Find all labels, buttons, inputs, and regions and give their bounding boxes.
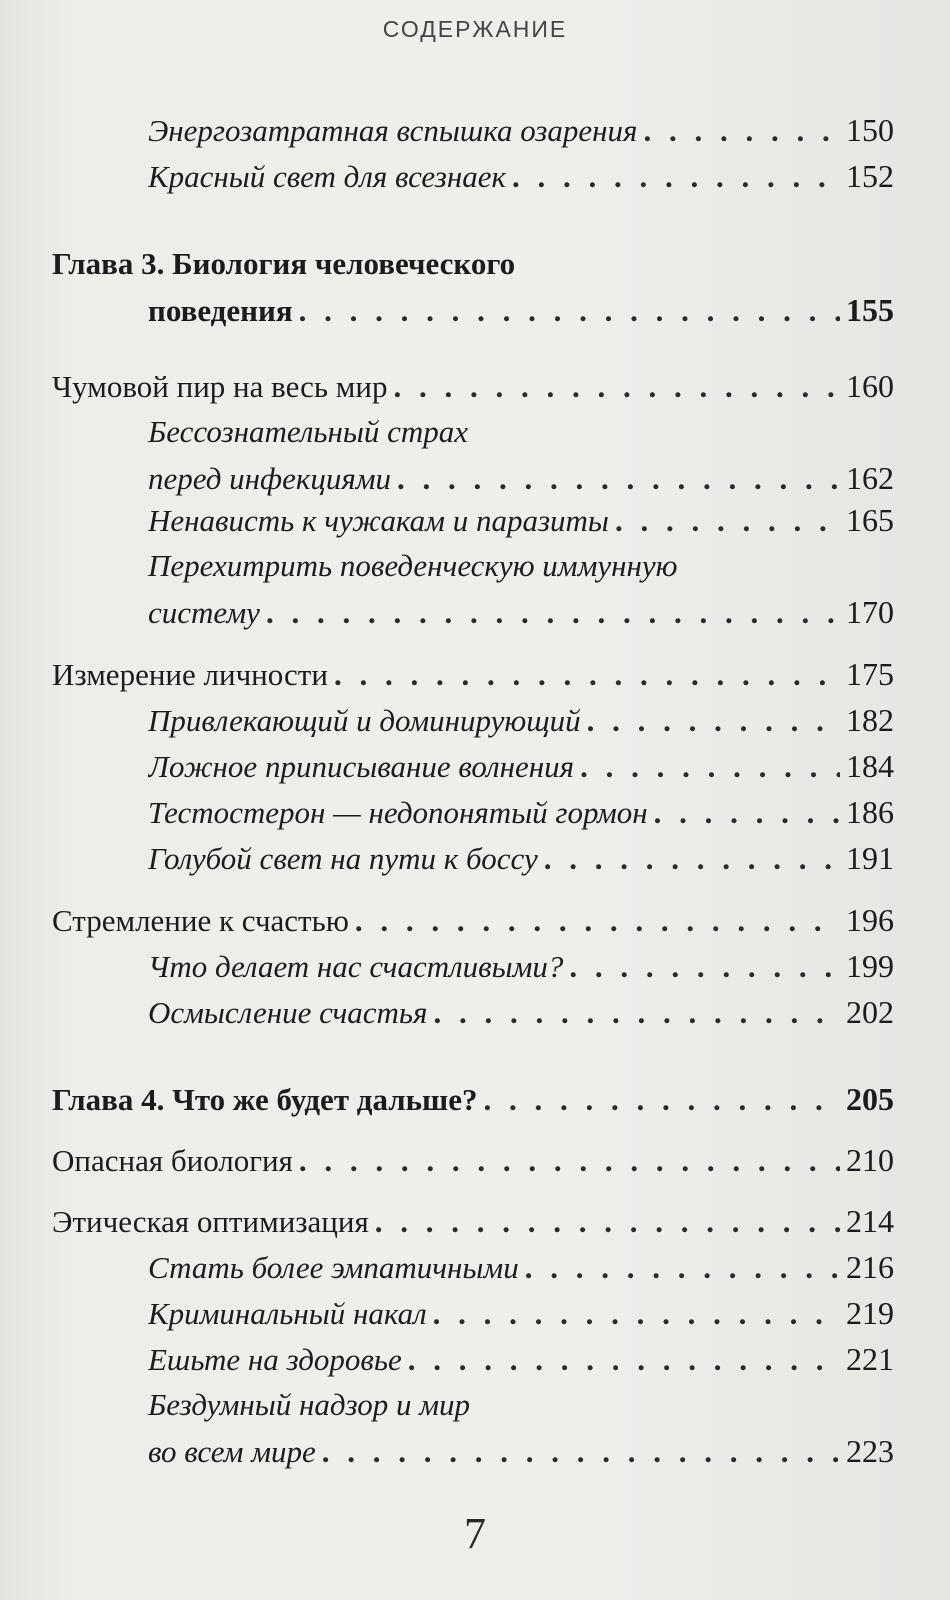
toc-entry-line <box>148 746 894 786</box>
toc-entry-title: Криминальный накал <box>148 1296 427 1331</box>
toc-entry-line <box>148 1247 894 1287</box>
toc-entry-sub <box>0 1247 950 1293</box>
toc-entry-line <box>148 290 894 330</box>
dot-leader <box>483 1080 840 1119</box>
toc-entry-page: 175 <box>846 656 894 692</box>
dot-leader <box>433 1294 840 1333</box>
toc-entry-title: Чумовой пир на весь мир <box>52 369 388 404</box>
dot-leader <box>569 947 840 986</box>
toc-entry-title-line: Бездумный надзор и мир <box>148 1387 471 1422</box>
toc-entry-line <box>148 1339 894 1379</box>
toc-entry-title: Энергозатратная вспышка озарения <box>148 113 638 148</box>
toc-entry-page: 196 <box>846 902 894 938</box>
toc-entry-title: поведения <box>148 293 293 328</box>
toc-entry-title: Опасная биология <box>52 1143 293 1178</box>
toc-entry-title-line: Бессознательный страх <box>148 414 468 449</box>
toc-entry-title: Тестостерон — недопонятый гормон <box>148 795 648 830</box>
toc-entry-line <box>52 1201 894 1241</box>
toc-entry-title: Что делает нас счастливыми? <box>148 949 564 984</box>
toc-entry-line <box>52 1079 894 1119</box>
dot-leader <box>299 291 840 330</box>
toc-entry-page: 221 <box>846 1341 894 1377</box>
toc-entry-line <box>148 458 894 498</box>
toc-entry-title: Глава 4. Что же будет дальше? <box>52 1082 478 1117</box>
toc-entry-section <box>0 900 950 946</box>
toc-entry-title: Голубой свет на пути к боссу <box>148 841 538 876</box>
toc-entry-line <box>52 366 894 406</box>
toc-entry-title: Красный свет для всезнаек <box>148 159 507 194</box>
dot-leader <box>322 1432 840 1471</box>
toc-entry-sub <box>0 1293 950 1339</box>
toc-entry-chapter <box>0 244 950 336</box>
dot-leader <box>643 111 840 150</box>
dot-leader <box>397 459 840 498</box>
toc-entry-title-line: Глава 3. Биология человеческого <box>52 246 516 281</box>
toc-entry-sub <box>0 746 950 792</box>
toc-entry-page: 165 <box>846 502 894 538</box>
toc-entry-page: 223 <box>846 1433 894 1469</box>
toc-entry-sub <box>0 946 950 992</box>
toc-entry-sub <box>0 1385 950 1477</box>
toc-entry-title: Этическая оптимизация <box>52 1204 369 1239</box>
toc-entry-page: 184 <box>846 748 894 784</box>
toc-entry-section <box>0 1201 950 1247</box>
toc-entry-section <box>0 1140 950 1186</box>
toc-entry-page: 216 <box>846 1249 894 1285</box>
toc-entry-title: Стать более эмпатичными <box>148 1250 519 1285</box>
toc-entry-sub <box>0 700 950 746</box>
toc-entry-line <box>52 900 894 940</box>
toc-entry-sub <box>0 500 950 546</box>
toc-entry-sub <box>0 992 950 1038</box>
toc-entry-title: Ложное приписывание волнения <box>148 749 575 784</box>
toc-entry-line <box>148 1293 894 1333</box>
dot-leader <box>394 367 841 406</box>
toc-entry-title: перед инфекциями <box>148 461 392 496</box>
toc-entry-line <box>148 110 894 150</box>
toc-entry-page: 202 <box>846 994 894 1030</box>
toc-entry-line <box>148 700 894 740</box>
toc-entry-section <box>0 654 950 700</box>
toc-entry-page: 170 <box>846 594 894 630</box>
toc-entry-page: 186 <box>846 794 894 830</box>
page-number: 7 <box>464 1509 486 1558</box>
toc-entry-page: 152 <box>846 158 894 194</box>
toc-entry-page: 155 <box>846 292 894 328</box>
toc-entry-title-line: Перехитрить поведенческую иммунную <box>148 548 678 583</box>
toc-entry-line <box>148 792 894 832</box>
dot-leader <box>615 501 840 540</box>
toc-entry-page: 150 <box>846 112 894 148</box>
toc-entry-page: 214 <box>846 1203 894 1239</box>
toc-entry-page: 160 <box>846 368 894 404</box>
toc-entry-title: Стремление к счастью <box>52 903 349 938</box>
toc-entry-title: Измерение личности <box>52 657 328 692</box>
dot-leader <box>512 157 840 196</box>
toc-entry-line <box>148 592 894 632</box>
toc-entry-page: 205 <box>846 1081 894 1117</box>
toc-entry-line <box>52 654 894 694</box>
dot-leader <box>299 1141 840 1180</box>
toc-entry-sub <box>0 1339 950 1385</box>
toc-entry-page: 182 <box>846 702 894 738</box>
toc-entry-title: Осмысление счастья <box>148 995 428 1030</box>
toc-entry-section <box>0 366 950 412</box>
dot-leader <box>334 655 840 694</box>
toc-entry-line <box>148 946 894 986</box>
dot-leader <box>544 839 840 878</box>
toc-entry-sub <box>0 838 950 884</box>
toc-entry-line <box>52 1140 894 1180</box>
toc-entry-page: 162 <box>846 460 894 496</box>
toc-entry-sub <box>0 792 950 838</box>
toc-entry-sub <box>0 412 950 504</box>
toc-entry-page: 219 <box>846 1295 894 1331</box>
toc-entry-line <box>148 156 894 196</box>
toc-entry-title: Ненависть к чужакам и паразиты <box>148 503 609 538</box>
toc-entry-page: 199 <box>846 948 894 984</box>
dot-leader <box>266 593 840 632</box>
toc-entry-title: во всем мире <box>148 1434 316 1469</box>
dot-leader <box>408 1340 840 1379</box>
dot-leader <box>355 901 840 940</box>
dot-leader <box>654 793 840 832</box>
dot-leader <box>587 701 840 740</box>
toc-entry-sub <box>0 156 950 202</box>
dot-leader <box>375 1202 840 1241</box>
toc-entry-sub <box>0 110 950 156</box>
dot-leader <box>525 1248 840 1287</box>
toc-entry-title: Ешьте на здоровье <box>148 1342 402 1377</box>
toc-entry-title: Привлекающий и доминирующий <box>148 703 581 738</box>
toc-entry-line <box>148 838 894 878</box>
toc-entry-page: 191 <box>846 840 894 876</box>
toc-entry-title: систему <box>148 595 260 630</box>
dot-leader <box>580 747 840 786</box>
dot-leader <box>433 993 840 1032</box>
toc-entry-line <box>148 1431 894 1471</box>
running-head: СОДЕРЖАНИЕ <box>382 16 568 42</box>
toc-entry-chapter <box>0 1079 950 1125</box>
toc-entry-sub <box>0 546 950 638</box>
toc-entry-line <box>148 500 894 540</box>
toc-entry-line <box>148 992 894 1032</box>
toc-entry-page: 210 <box>846 1142 894 1178</box>
